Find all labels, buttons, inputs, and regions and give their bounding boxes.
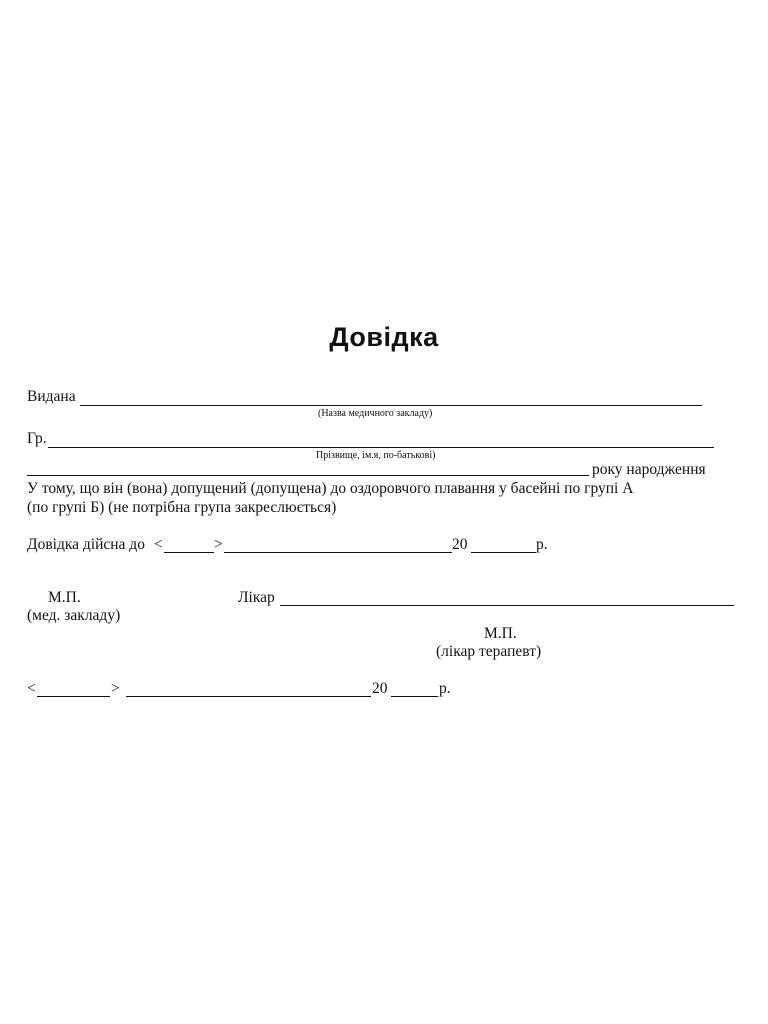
doctor-label: Лікар: [238, 589, 275, 606]
date-month-line: [126, 696, 371, 697]
date-open-bracket: <: [27, 680, 36, 697]
validity-year-prefix: 20: [452, 536, 468, 553]
validity-day-line: [164, 552, 214, 553]
validity-year-line: [471, 552, 536, 553]
issued-label: Видана: [27, 388, 76, 405]
stamp-doctor-caption: (лікар терапевт): [436, 643, 542, 660]
statement-line-2: (по групі Б) (не потрібна група закреслюється): [27, 499, 337, 516]
date-year-prefix: 20: [372, 680, 388, 697]
validity-label: Довідка дійсна до: [27, 536, 145, 553]
date-day-line: [37, 696, 110, 697]
doctor-signature-line: [280, 605, 734, 606]
validity-open-bracket: <: [154, 536, 163, 553]
date-year-suffix: р.: [439, 680, 451, 697]
birth-year-label: року народження: [592, 461, 706, 478]
date-year-line: [391, 696, 438, 697]
birth-year-field-line: [27, 475, 589, 476]
citizen-label: Гр.: [27, 430, 47, 447]
validity-close-bracket: >: [214, 536, 223, 553]
issued-field-line: [80, 405, 702, 406]
statement-line-1: У тому, що він (вона) допущений (допущена) до оздоровчого плавання у басейні по групі А: [27, 480, 634, 497]
citizen-caption: Прізвище, ім.я, по-батькові): [316, 450, 436, 461]
stamp-doctor-label: М.П.: [484, 625, 517, 642]
citizen-field-line: [48, 447, 714, 448]
stamp-institution-caption: (мед. закладу): [27, 607, 121, 624]
validity-month-line: [224, 552, 452, 553]
validity-year-suffix: р.: [536, 536, 548, 553]
stamp-institution-label: М.П.: [48, 589, 81, 606]
document-title: Довідка: [329, 322, 439, 352]
issued-caption: (Назва медичного закладу): [318, 408, 433, 419]
date-close-bracket: >: [111, 680, 120, 697]
